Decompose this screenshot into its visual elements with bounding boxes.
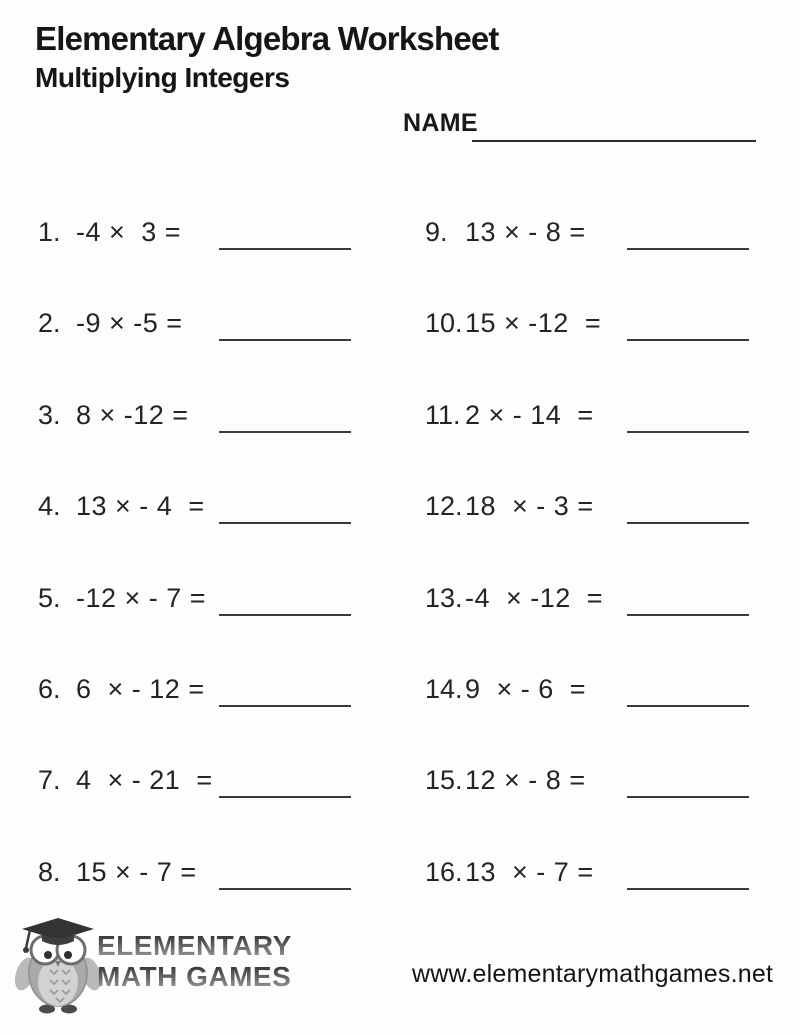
- problem-row-9: [425, 212, 749, 303]
- answer-blank-line[interactable]: [219, 431, 351, 433]
- problem-expression: -4 × 3 =: [76, 217, 182, 247]
- problem-row-3: [38, 395, 351, 486]
- problem-expression: 6 × - 12 =: [76, 673, 205, 704]
- answer-blank-line[interactable]: [219, 614, 351, 616]
- problem-number: 15.: [425, 765, 463, 796]
- name-blank-line[interactable]: [472, 116, 756, 142]
- problem-number: 16.: [425, 856, 463, 887]
- problem-expression: -4 × -12 =: [465, 582, 604, 613]
- problem-row-7: [38, 760, 351, 851]
- answer-blank-line[interactable]: [627, 522, 749, 524]
- answer-blank-line[interactable]: [627, 431, 749, 433]
- problem-number: 4.: [38, 491, 61, 522]
- answer-blank-line[interactable]: [219, 248, 351, 250]
- problem-number: 11.: [425, 399, 461, 430]
- problem-expression: -9 × -5 =: [76, 308, 183, 339]
- logo-text: [97, 930, 292, 992]
- problem-number: 2.: [38, 308, 61, 339]
- website-url: www.elementarymathgames.net: [412, 960, 774, 988]
- logo-line-2: MATH GAMES: [97, 961, 292, 992]
- problem-row-4: [38, 486, 351, 577]
- answer-blank-line[interactable]: [219, 339, 351, 341]
- answer-blank-line[interactable]: [219, 796, 351, 798]
- problem-expression: 4 × - 21 =: [76, 765, 213, 796]
- problem-expression: 15 × -12 =: [465, 308, 602, 339]
- problem-expression: 13 × - 4 =: [76, 491, 205, 522]
- problem-number: 6.: [38, 673, 61, 704]
- answer-blank-line[interactable]: [627, 339, 749, 341]
- problem-expression: 18 × - 3 =: [465, 491, 594, 522]
- problem-row-15: [425, 760, 749, 851]
- problems-column-right: [425, 212, 749, 943]
- problem-expression: 13 × - 8 =: [465, 217, 586, 247]
- answer-blank-line[interactable]: [219, 888, 351, 890]
- problem-row-1: [38, 212, 351, 303]
- problem-number: 8.: [38, 856, 61, 887]
- answer-blank-line[interactable]: [219, 705, 351, 707]
- worksheet-header: [35, 20, 499, 94]
- problems-column-left: [38, 212, 351, 943]
- problem-expression: 2 × - 14 =: [465, 399, 594, 430]
- problem-row-14: [425, 669, 749, 760]
- problem-row-5: [38, 578, 351, 669]
- answer-blank-line[interactable]: [627, 614, 749, 616]
- problem-number: 12.: [425, 491, 463, 522]
- problem-row-13: [425, 578, 749, 669]
- problem-row-16: [425, 852, 749, 943]
- name-label: NAME: [403, 109, 478, 137]
- answer-blank-line[interactable]: [627, 705, 749, 707]
- problem-expression: 8 × -12 =: [76, 399, 189, 430]
- problem-row-2: [38, 303, 351, 394]
- problem-row-10: [425, 303, 749, 394]
- owl-graduation-cap-icon: [12, 916, 104, 1016]
- problem-row-12: [425, 486, 749, 577]
- answer-blank-line[interactable]: [627, 796, 749, 798]
- problem-number: 5.: [38, 582, 61, 613]
- problem-expression: 15 × - 7 =: [76, 856, 197, 887]
- problem-row-11: [425, 395, 749, 486]
- problem-number: 10.: [425, 308, 463, 339]
- problem-row-6: [38, 669, 351, 760]
- problem-number: 1.: [38, 217, 61, 247]
- page-title: Elementary Algebra Worksheet: [35, 20, 499, 57]
- problem-expression: -12 × - 7 =: [76, 582, 207, 613]
- problem-number: 7.: [38, 765, 61, 796]
- problem-expression: 12 × - 8 =: [465, 765, 586, 796]
- answer-blank-line[interactable]: [627, 888, 749, 890]
- problem-number: 13.: [425, 582, 463, 613]
- answer-blank-line[interactable]: [219, 522, 351, 524]
- problem-number: 9.: [425, 217, 448, 247]
- problem-number: 14.: [425, 673, 463, 704]
- problem-expression: 13 × - 7 =: [465, 856, 594, 887]
- answer-blank-line[interactable]: [627, 248, 749, 250]
- page-subtitle: Multiplying Integers: [35, 62, 290, 93]
- logo-line-1: ELEMENTARY: [97, 930, 292, 961]
- problem-number: 3.: [38, 399, 61, 430]
- problem-expression: 9 × - 6 =: [465, 673, 587, 704]
